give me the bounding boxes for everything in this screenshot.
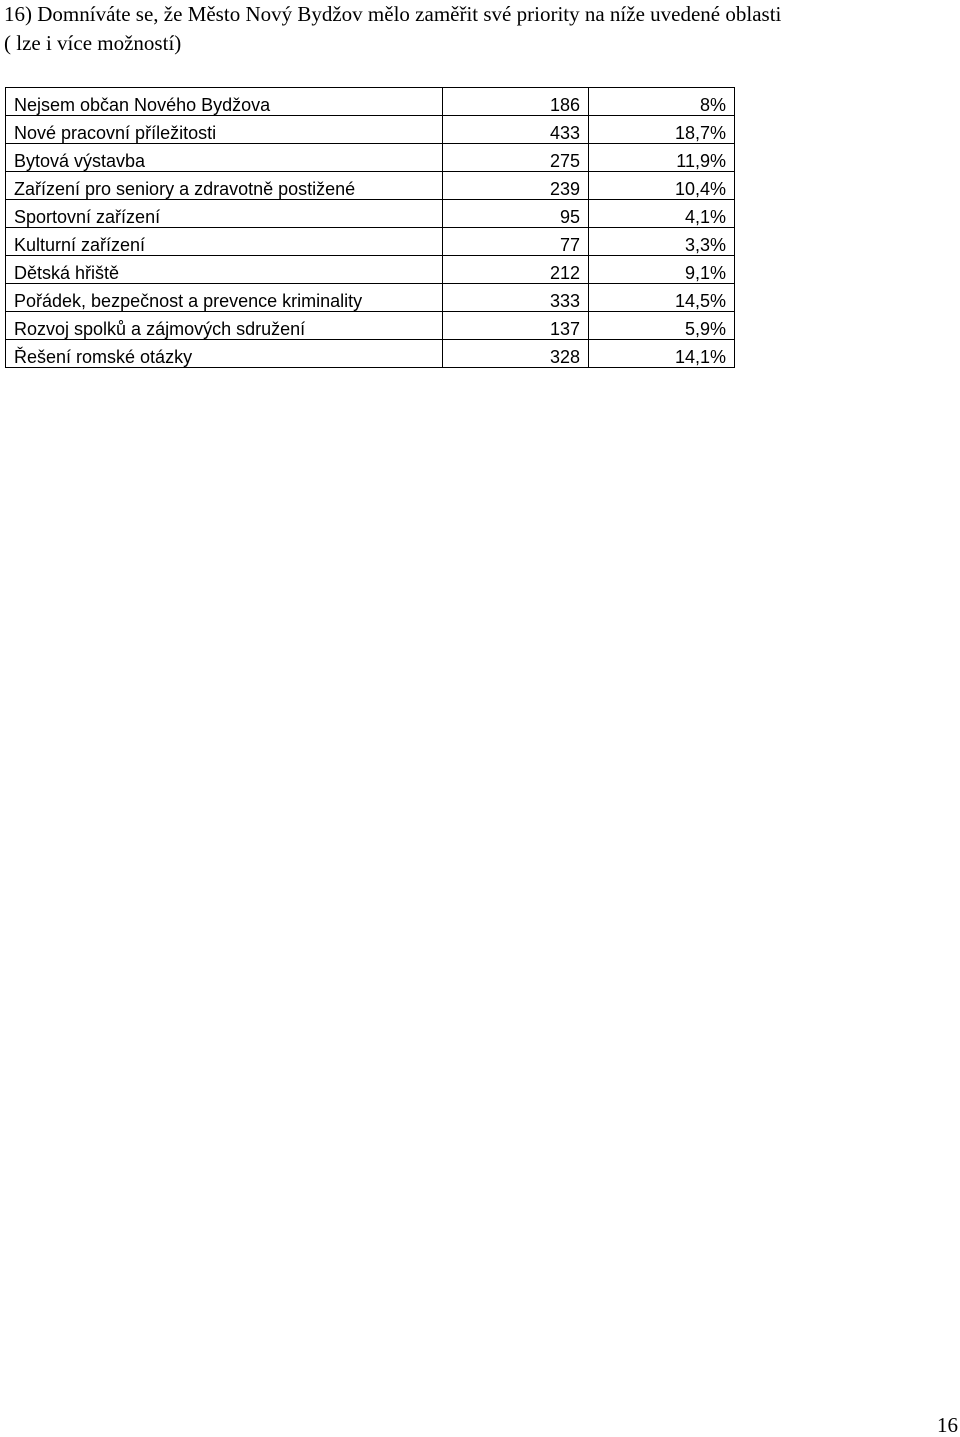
row-percent: 3,3%	[589, 228, 735, 256]
row-count: 186	[443, 88, 589, 116]
results-table	[5, 87, 735, 368]
table-row	[6, 256, 735, 284]
question-line-2: ( lze i více možností)	[4, 31, 182, 55]
row-count: 433	[443, 116, 589, 144]
table-row	[6, 340, 735, 368]
table-row	[6, 172, 735, 200]
table-row	[6, 284, 735, 312]
row-percent: 18,7%	[589, 116, 735, 144]
row-count: 328	[443, 340, 589, 368]
row-percent: 8%	[589, 88, 735, 116]
row-percent: 4,1%	[589, 200, 735, 228]
row-percent: 5,9%	[589, 312, 735, 340]
row-label: Dětská hřiště	[6, 256, 443, 284]
row-percent: 14,1%	[589, 340, 735, 368]
row-label: Rozvoj spolků a zájmových sdružení	[6, 312, 443, 340]
row-percent: 14,5%	[589, 284, 735, 312]
row-count: 275	[443, 144, 589, 172]
question-line-1: 16) Domníváte se, že Město Nový Bydžov mělo zaměřit své priority na níže uvedené oblasti	[4, 2, 782, 26]
question-heading	[4, 0, 954, 58]
row-percent: 9,1%	[589, 256, 735, 284]
row-count: 95	[443, 200, 589, 228]
row-percent: 10,4%	[589, 172, 735, 200]
row-count: 212	[443, 256, 589, 284]
row-label: Bytová výstavba	[6, 144, 443, 172]
row-label: Zařízení pro seniory a zdravotně postižené	[6, 172, 443, 200]
row-label: Sportovní zařízení	[6, 200, 443, 228]
row-label: Pořádek, bezpečnost a prevence kriminality	[6, 284, 443, 312]
table-row	[6, 200, 735, 228]
row-count: 239	[443, 172, 589, 200]
table-row	[6, 312, 735, 340]
row-label: Nové pracovní příležitosti	[6, 116, 443, 144]
row-label: Nejsem občan Nového Bydžova	[6, 88, 443, 116]
table-row	[6, 88, 735, 116]
table-row	[6, 144, 735, 172]
row-count: 77	[443, 228, 589, 256]
row-label: Řešení romské otázky	[6, 340, 443, 368]
row-count: 333	[443, 284, 589, 312]
table-row	[6, 116, 735, 144]
page-number: 16	[937, 1413, 958, 1437]
row-percent: 11,9%	[589, 144, 735, 172]
table-row	[6, 228, 735, 256]
row-label: Kulturní zařízení	[6, 228, 443, 256]
row-count: 137	[443, 312, 589, 340]
